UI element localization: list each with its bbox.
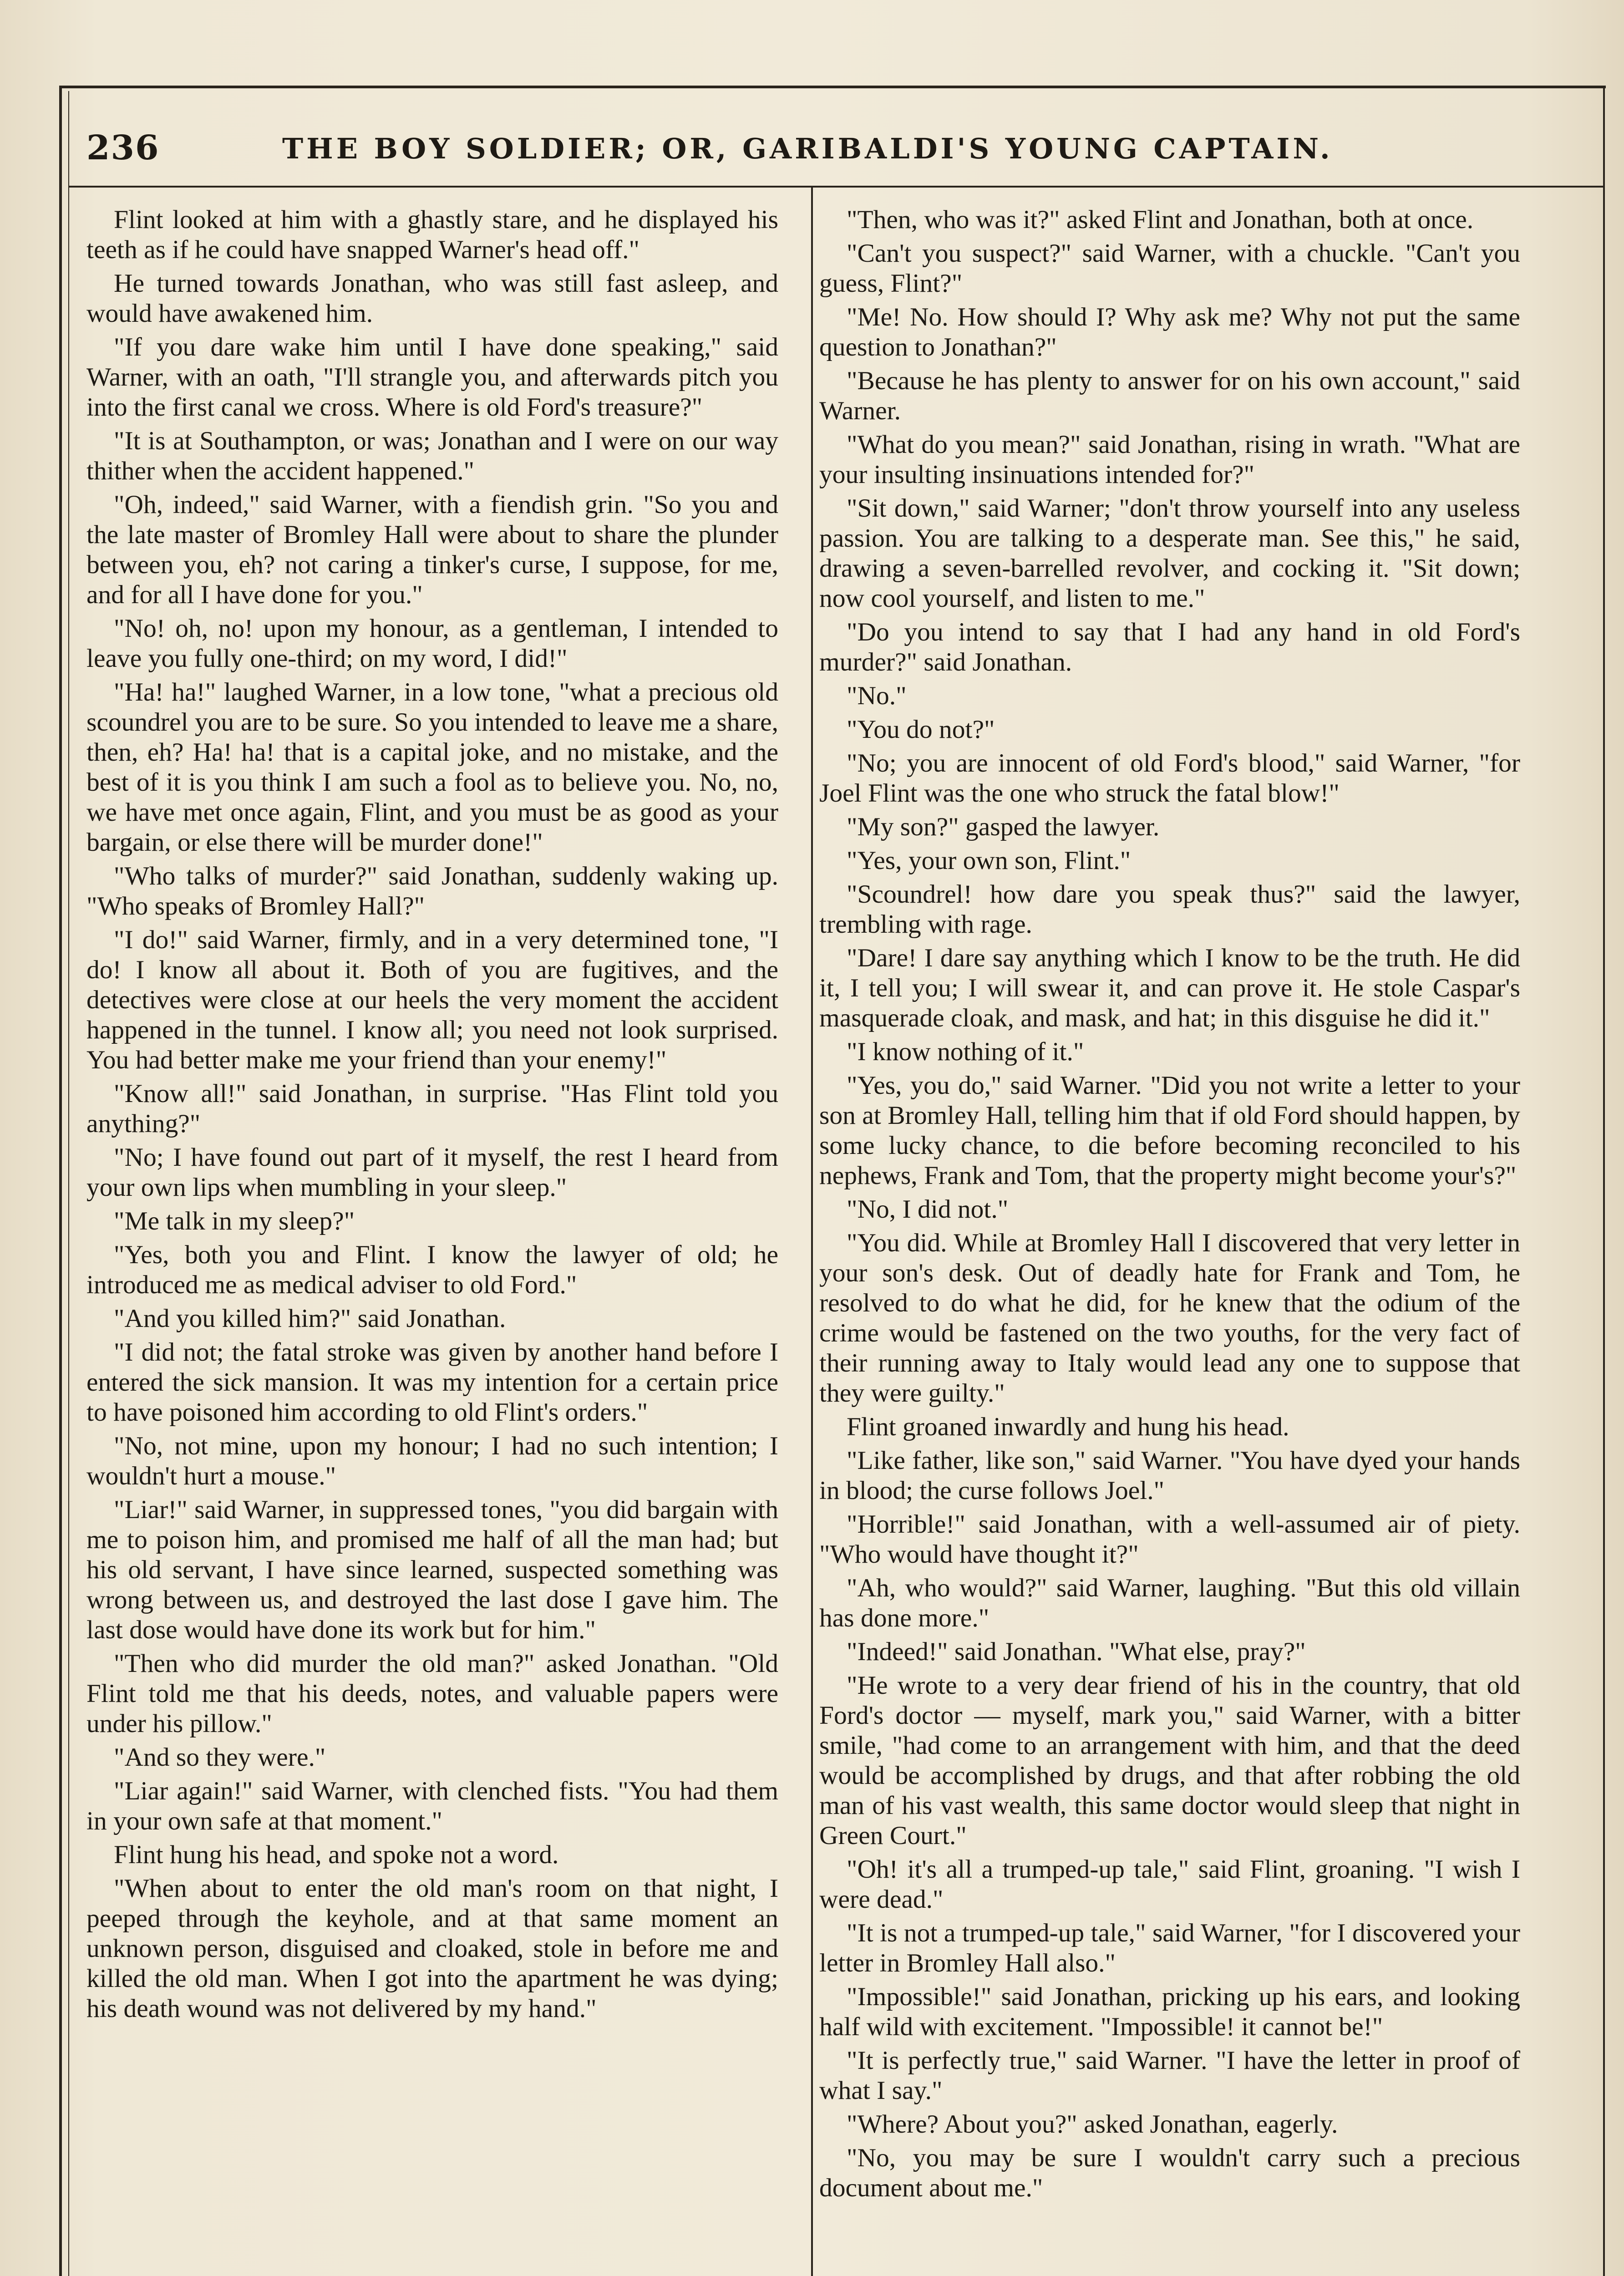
paragraph: "I did not; the fatal stroke was given by another hand before I entered the sick mansion. It was my intention for a certain price to have poisoned him according to old Flint's orders." bbox=[86, 1338, 778, 1427]
paragraph: "Yes, you do," said Warner. "Did you not write a letter to your son at Bromley Hall, telling him that if old Ford should happen, by some lucky chance, to die before becoming reconciled to his nephews, Frank and Tom, that the property might become your's?" bbox=[819, 1071, 1520, 1190]
text-column-right bbox=[819, 205, 1520, 2276]
paragraph: "Liar again!" said Warner, with clenched fists. "You had them in your own safe at that moment." bbox=[86, 1777, 778, 1835]
running-title: THE BOY SOLDIER; OR, GARIBALDI'S YOUNG CAPTAIN. bbox=[282, 132, 1333, 165]
paragraph: "He wrote to a very dear friend of his in the country, that old Ford's doctor — myself, mark you," said Warner, with a bitter smile, "had come to an arrangement with him, and that the deed would be accomplished by drugs, and that after robbing the old man of his vast wealth, this same doctor would sleep that night in Green Court." bbox=[819, 1671, 1520, 1850]
paragraph: "Yes, your own son, Flint." bbox=[847, 846, 1131, 875]
paragraph: "When about to enter the old man's room on that night, I peeped through the keyhole, and at that same moment an unknown person, disguised and cloaked, stole in before me and killed the old man. When I got into the apartment he was dying; his death wound was not delivered by my hand." bbox=[86, 1874, 778, 2023]
paragraph: "I do!" said Warner, firmly, and in a very determined tone, "I do! I know all about it. Both of you are fugitives, and the detectives were close at our heels the very moment the accident happened in the tunnel. I know all; you need not look surprised. You had better make me your friend than your enemy!" bbox=[86, 925, 778, 1074]
paragraph: "What do you mean?" said Jonathan, rising in wrath. "What are your insulting insinuations intended for?" bbox=[819, 430, 1520, 489]
paragraph: "Scoundrel! how dare you speak thus?" said the lawyer, trembling with rage. bbox=[819, 880, 1520, 939]
paragraph: "No, not mine, upon my honour; I had no such intention; I wouldn't hurt a mouse." bbox=[86, 1432, 778, 1490]
paragraph: "Know all!" said Jonathan, in surprise. "Has Flint told you anything?" bbox=[86, 1079, 778, 1138]
paragraph: "Ah, who would?" said Warner, laughing. "But this old villain has done more." bbox=[819, 1574, 1520, 1632]
paragraph: Flint looked at him with a ghastly stare, and he displayed his teeth as if he could have snapped Warner's head off." bbox=[86, 205, 778, 264]
paragraph: "Me talk in my sleep?" bbox=[114, 1207, 355, 1235]
paragraph: "It is at Southampton, or was; Jonathan and I were on our way thither when the accident happened." bbox=[86, 427, 778, 485]
paragraph: "Then, who was it?" asked Flint and Jonathan, both at once. bbox=[847, 205, 1474, 234]
paragraph: "Oh! it's all a trumped-up tale," said Flint, groaning. "I wish I were dead." bbox=[819, 1855, 1520, 1914]
paragraph: "Like father, like son," said Warner. "You have dyed your hands in blood; the curse follows Joel." bbox=[819, 1446, 1520, 1505]
paragraph: "Then who did murder the old man?" asked Jonathan. "Old Flint told me that his deeds, notes, and valuable papers were under his pillow." bbox=[86, 1649, 778, 1738]
column-divider bbox=[811, 188, 813, 2276]
paragraph: "No, you may be sure I wouldn't carry such a precious document about me." bbox=[819, 2144, 1520, 2202]
paragraph: "Do you intend to say that I had any hand in old Ford's murder?" said Jonathan. bbox=[819, 618, 1520, 676]
paragraph: "Me! No. How should I? Why ask me? Why not put the same question to Jonathan?" bbox=[819, 303, 1520, 361]
paragraph: "It is perfectly true," said Warner. "I have the letter in proof of what I say." bbox=[819, 2046, 1520, 2105]
border-rule-top bbox=[59, 86, 1606, 88]
paragraph: Flint groaned inwardly and hung his head. bbox=[847, 1412, 1289, 1441]
paragraph: "I know nothing of it." bbox=[847, 1037, 1084, 1066]
paragraph: "Sit down," said Warner; "don't throw yourself into any useless passion. You are talking to a desperate man. See this," he said, drawing a seven-barrelled revolver, and cocking it. "Sit down; now cool yourself, and listen to me." bbox=[819, 494, 1520, 613]
header-rule bbox=[68, 186, 1603, 188]
paragraph: "Because he has plenty to answer for on his own account," said Warner. bbox=[819, 366, 1520, 425]
paragraph: "No, I did not." bbox=[847, 1195, 1009, 1224]
paragraph: "No; you are innocent of old Ford's blood," said Warner, "for Joel Flint was the one who struck the fatal blow!" bbox=[819, 749, 1520, 808]
paragraph: "And so they were." bbox=[114, 1743, 326, 1772]
text-column-left bbox=[86, 205, 778, 2276]
paragraph: "Yes, both you and Flint. I know the lawyer of old; he introduced me as medical adviser to old Ford." bbox=[86, 1240, 778, 1299]
page-number: 236 bbox=[86, 128, 160, 168]
paragraph: "You do not?" bbox=[847, 715, 995, 744]
paragraph: "No; I have found out part of it myself, the rest I heard from your own lips when mumbling in your sleep." bbox=[86, 1143, 778, 1202]
paragraph: "No! oh, no! upon my honour, as a gentleman, I intended to leave you fully one-third; on my word, I did!" bbox=[86, 614, 778, 673]
paragraph: "Horrible!" said Jonathan, with a well-assumed air of piety. "Who would have thought it?" bbox=[819, 1510, 1520, 1569]
border-rule-right bbox=[1603, 86, 1605, 2276]
paragraph: "You did. While at Bromley Hall I discovered that very letter in your son's desk. Out of deadly hate for Frank and Tom, he resolved to do what he did, for he knew that the odium of the crime would be fastened on the two youths, for the very fact of their running away to Italy would lead any one to suppose that they were guilty." bbox=[819, 1229, 1520, 1407]
paragraph: "No." bbox=[847, 681, 907, 710]
paragraph: "My son?" gasped the lawyer. bbox=[847, 813, 1160, 841]
paragraph: Flint hung his head, and spoke not a word. bbox=[114, 1840, 559, 1869]
paragraph: "Ha! ha!" laughed Warner, in a low tone, "what a precious old scoundrel you are to be sure. So you intended to leave me a share, then, eh? Ha! ha! that is a capital joke, and no mistake, and the best of it is you think I am such a fool as to believe you. No, no, we have met once again, Flint, and you must be as good as your bargain, or else there will be murder done!" bbox=[86, 678, 778, 857]
paragraph: "Impossible!" said Jonathan, pricking up his ears, and looking half wild with excitement. "Impossible! it cannot be!" bbox=[819, 1982, 1520, 2041]
border-rule-left bbox=[59, 86, 62, 2276]
paragraph: "Where? About you?" asked Jonathan, eagerly. bbox=[847, 2110, 1338, 2139]
paragraph: "It is not a trumped-up tale," said Warner, "for I discovered your letter in Bromley Hall also." bbox=[819, 1919, 1520, 1977]
paragraph: "Can't you suspect?" said Warner, with a chuckle. "Can't you guess, Flint?" bbox=[819, 239, 1520, 298]
paragraph: "Oh, indeed," said Warner, with a fiendish grin. "So you and the late master of Bromley Hall were about to share the plunder between you, eh? not caring a tinker's curse, I suppose, for me, and for all I have done for you." bbox=[86, 490, 778, 609]
paragraph: "If you dare wake him until I have done speaking," said Warner, with an oath, "I'll strangle you, and afterwards pitch you into the first canal we cross. Where is old Ford's treasure?" bbox=[86, 333, 778, 422]
paragraph: "And you killed him?" said Jonathan. bbox=[114, 1304, 506, 1333]
paragraph: "Indeed!" said Jonathan. "What else, pray?" bbox=[847, 1637, 1306, 1666]
paragraph: "Who talks of murder?" said Jonathan, suddenly waking up. "Who speaks of Bromley Hall?" bbox=[86, 862, 778, 920]
paragraph: He turned towards Jonathan, who was still fast asleep, and would have awakened him. bbox=[86, 269, 778, 328]
paragraph: "Liar!" said Warner, in suppressed tones, "you did bargain with me to poison him, and promised me half of all the man had; but his old servant, I have since learned, suspected something was wrong between us, and destroyed the last dose I gave him. The last dose would have done its work but for him." bbox=[86, 1495, 778, 1644]
border-rule-left-inner bbox=[68, 91, 69, 2276]
paragraph: "Dare! I dare say anything which I know to be the truth. He did it, I tell you; I will swear it, and can prove it. He stole Caspar's masquerade cloak, and mask, and hat; in this disguise he did it." bbox=[819, 944, 1520, 1032]
